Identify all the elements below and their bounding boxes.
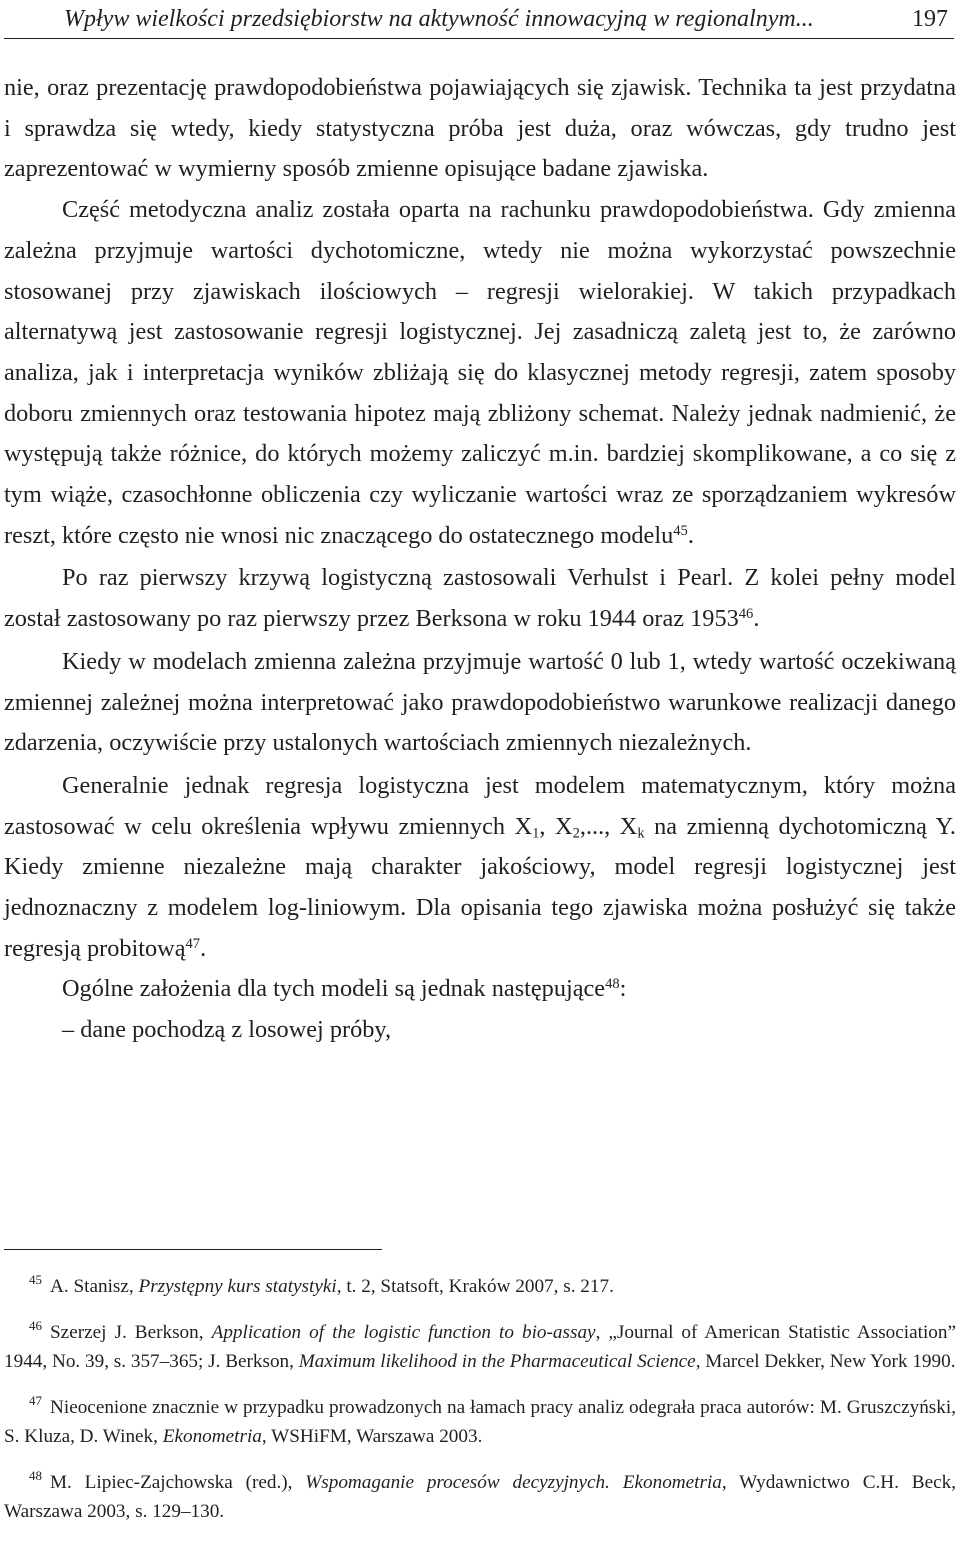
paragraph-text: Część metodyczna analiz została oparta na rachunku prawdopodobieństwa. Gdy zmienna zależna przyjmuje wartości dychotomiczne, wtedy nie można wykorzystać powszechnie stosowanej przy zjawiskach ilościowych – regresji wielorakiej. W takich przypadkach alternatywą jest zastosowanie regresji logistycznej. Jej zasadniczą zaletą jest to, że zarówno analiza, jak i interpretacja wyników zbliżają się do klasycznej metody regresji, zatem sposoby doboru zmiennych oraz testowania hipotez mają zbliżony schemat. Należy jednak nadmienić, że występują także różnice, do których możemy zaliczyć m.in. bardziej skomplikowane, a co się z tym wiąże, czasochłonne obliczenia czy wyliczanie wartości wraz ze sporządzaniem wykresów reszt, które często nie wnosi nic znaczącego do ostatecznego modelu [4,196,956,549]
footnote-ref[interactable]: 47 [185,935,201,952]
footnote-text: , Marcel Dekker, New York 1990. [695,1351,956,1372]
paragraph [4,190,956,556]
footnote-text: M. Lipiec-Zajchowska (red.), [50,1471,306,1493]
footnote-text: , t. 2, Statsoft, Kraków 2007, s. 217. [336,1276,614,1297]
paragraph-end: . [687,521,694,549]
footnote-text: Szerzej J. Berkson, [50,1321,212,1343]
paragraph-text: , X [539,812,573,840]
footnote: 46 Szerzej J. Berkson, Application of the logistic function to bio-assay, „Journal of American Statistic Association” 1944, No. 39, s. 357–365; J. Berkson, Maximum likelihood in the Pharmaceutical Science, Marcel Dekker, New York 1990. [4,1317,956,1372]
footnote-text: , „Journal of American Statistic Association” 1944, No. 39, s. 357–365; J. Berkson, [4,1321,956,1372]
footnote: 45 A. Stanisz, Przystępny kurs statystyki, t. 2, Statsoft, Kraków 2007, s. 217. [29,1272,614,1297]
footnote-text: , Wydawnictwo C.H. Beck, Warszawa 2003, s. 129–130. [4,1471,956,1522]
footnote-separator [4,1249,382,1250]
footnote-ref[interactable]: 48 [605,976,620,993]
paragraph [4,766,956,970]
running-header [4,4,954,39]
paragraph-end: . [200,934,207,962]
footnote-text: , WSHiFM, Warszawa 2003. [261,1426,483,1447]
footnote-text: Nieocenione znacznie w przypadku prowadzonych na łamach pracy analiz odegrała praca autorów: M. Gruszczyński, S. Kluza, D. Winek, [4,1396,956,1447]
subscript: k [637,825,645,842]
footnote-title: Wspomaganie procesów decyzyjnych. Ekonometria [305,1471,722,1493]
paragraph-text: nie, oraz prezentację prawdopodobieństwa pojawiających się zjawisk. Technika ta jest przydatna i sprawdza się wtedy, kiedy statystyczna próba jest duża, oraz wówczas, gdy trudno jest zaprezentować w wymierny sposób zmienne opisujące badane zjawiska. [4,74,956,183]
footnote: 47 Nieocenione znacznie w przypadku prowadzonych na łamach pracy analiz odegrała praca autorów: M. Gruszczyński, S. Kluza, D. Winek, Ekonometria, WSHiFM, Warszawa 2003. [4,1392,956,1447]
paragraph [4,969,956,1010]
footnotes [4,1272,956,1543]
list-item [4,1010,956,1051]
page-number: 197 [912,6,948,32]
paragraph [4,68,956,190]
main-text [4,68,956,1051]
paragraph-text: Kiedy w modelach zmienna zależna przyjmuje wartość 0 lub 1, wtedy wartość oczekiwaną zmiennej zależnej można interpretować jako prawdopodobieństwo warunkowe realizacji danego zdarzenia, oczywiście przy ustalonych wartościach zmiennych niezależnych. [4,647,956,757]
paragraph-end: . [753,605,760,633]
paragraph-text: Po raz pierwszy krzywą logistyczną zastosowali Verhulst i Pearl. Z kolei pełny model został zastosowany po raz pierwszy przez Berksona w roku 1944 oraz 1953 [4,564,956,633]
footnote-text: A. Stanisz, [50,1276,139,1297]
footnote: 48 M. Lipiec-Zajchowska (red.), Wspomaganie procesów decyzyjnych. Ekonometria, Wydawnictwo C.H. Beck, Warszawa 2003, s. 129–130. [4,1467,956,1522]
subscript: 1 [532,825,540,842]
footnote-title: Maximum likelihood in the Pharmaceutical Science [298,1351,696,1372]
footnote-title: Przystępny kurs statystyki [138,1276,337,1297]
footnote-title: Ekonometria [162,1426,262,1447]
running-title: Wpływ wielkości przedsiębiorstw na aktywność innowacyjną w regionalnym... [64,6,814,32]
paragraph-text: na zmienną dychotomiczną Y. Kiedy zmienne niezależne mają charakter jakościowy, model regresji logistycznej jest jednoznaczny z modelem log-liniowym. Dla opisania tego zjawiska można posłużyć się także regresją probitową [4,812,956,962]
paragraph-end: : [619,975,627,1003]
paragraph-text: ,..., X [579,812,638,840]
paragraph [4,642,956,764]
subscript: 2 [572,825,580,842]
paragraph-text: Generalnie jednak regresja logistyczna jest modelem matematycznym, który można zastosować w celu określenia wpływu zmiennych X [4,771,956,840]
paragraph [4,558,956,639]
footnote-title: Application of the logistic function to bio-assay [211,1321,596,1343]
footnote-ref[interactable]: 46 [738,606,754,623]
paragraph-text: Ogólne założenia dla tych modeli są jednak następujące [62,975,606,1003]
footnote-ref[interactable]: 45 [673,522,688,539]
list-item-text: – dane pochodzą z losowej próby, [62,1016,392,1044]
